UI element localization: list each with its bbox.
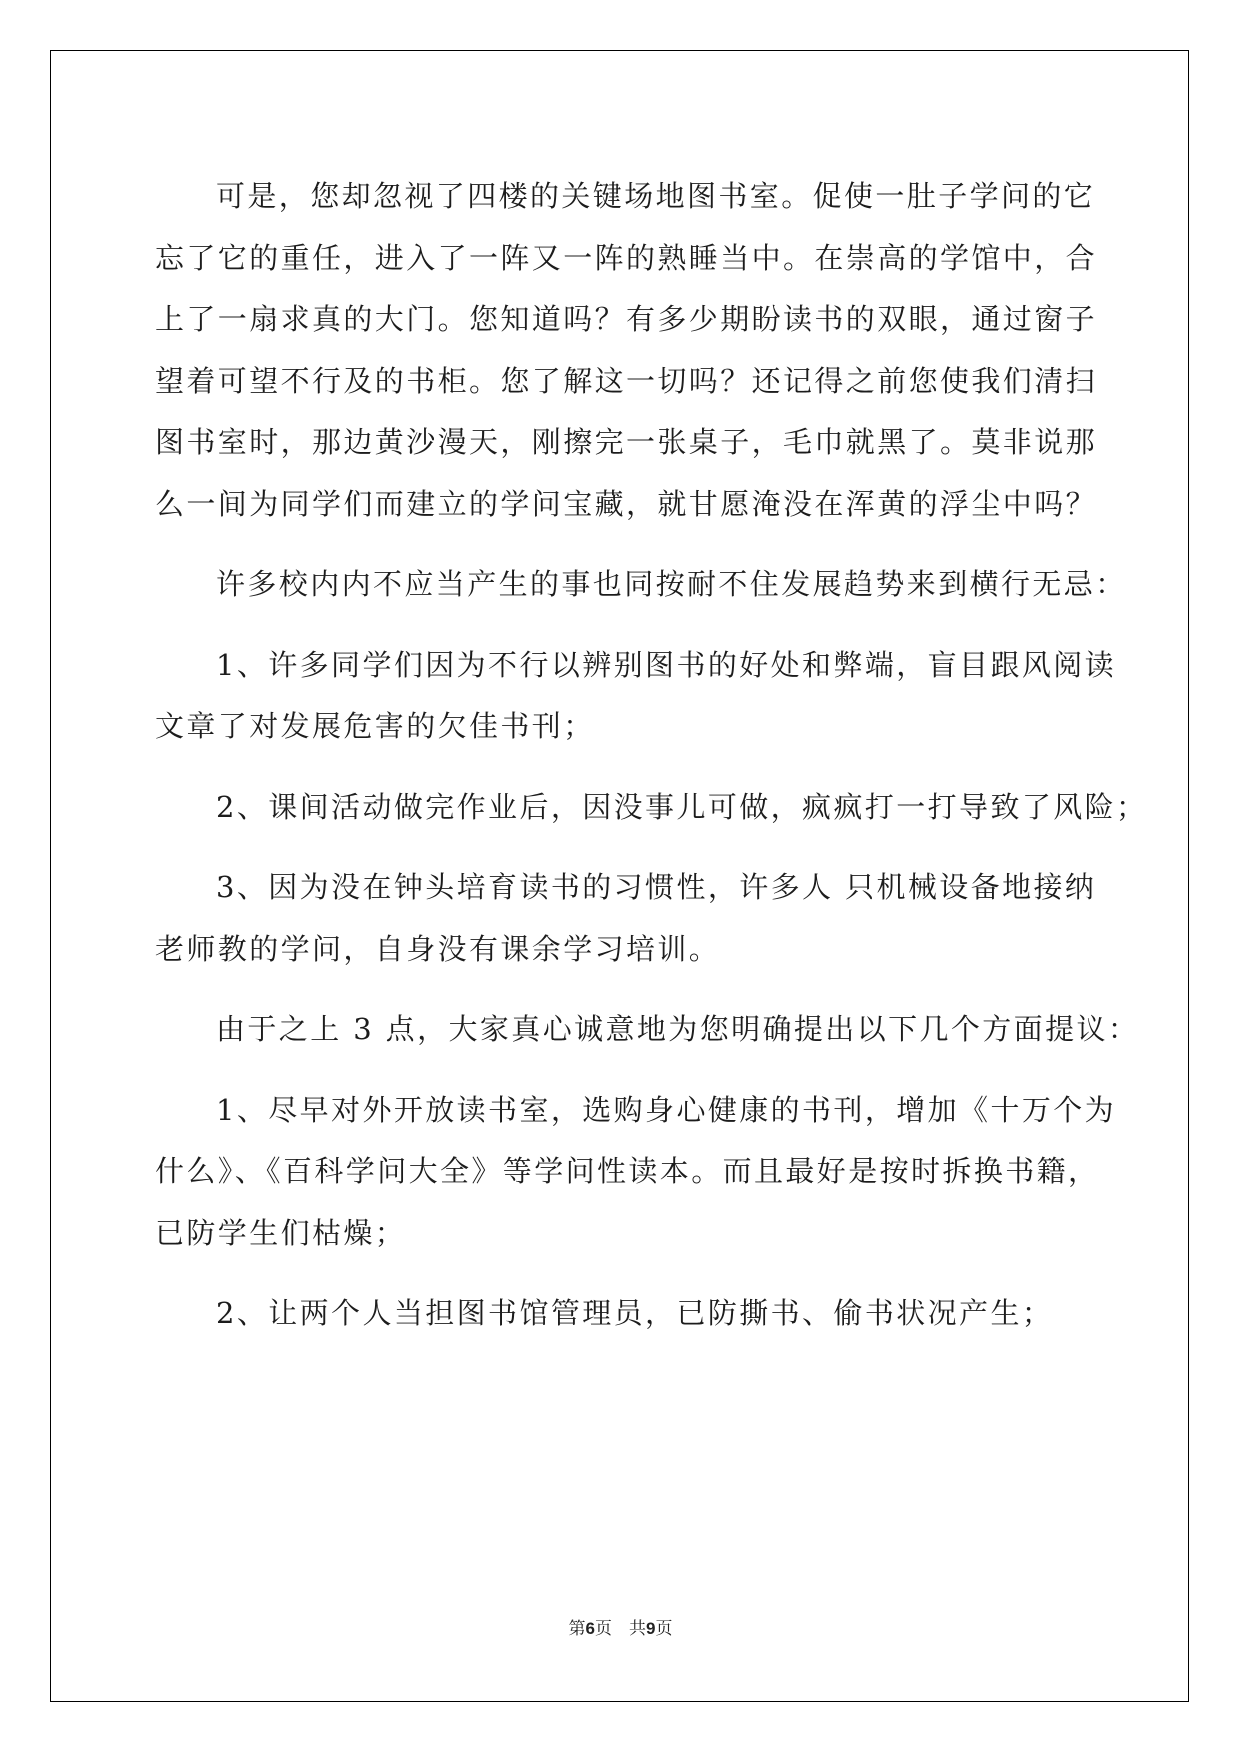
document-body: [155, 166, 1148, 1364]
text-line: 什么》、《百科学问大全》等学问性读本。而且最好是按时拆换书籍，: [155, 1154, 1100, 1188]
text-line: 忘了它的重任，进入了一阵又一阵的熟睡当中。在崇高的学馆中，合: [155, 240, 1098, 275]
paragraph-7: [155, 1080, 1117, 1265]
text-line: 3、因为没在钟头培育读书的习惯性，许多人 只机械设备地接纳: [216, 870, 1097, 904]
text-line: 上了一扇求真的大门。您知道吗？有多少期盼读书的双眼，通过窗子: [155, 302, 1098, 336]
text-line: 2、课间活动做完作业后，因没事儿可做，疯疯打一打导致了风险；: [216, 789, 1148, 824]
text-line: 2、让两个人当担图书馆管理员，已防撕书、偷书状况产生；: [216, 1296, 1054, 1330]
footer-mid: 页 共: [595, 1619, 646, 1639]
paragraph-3: [155, 635, 1117, 758]
paragraph-2: [155, 554, 1127, 616]
paragraph-1: [155, 166, 1098, 535]
paragraph-5: [155, 857, 1097, 980]
page-footer: [0, 1614, 1241, 1639]
text-line: 图书室时，那边黄沙漫天，刚擦完一张桌子，毛巾就黑了。莫非说那: [155, 425, 1098, 459]
text-line: 么一间为同学们而建立的学问宝藏，就甘愿淹没在浑黄的浮尘中吗？: [155, 486, 1098, 521]
text-line: 许多校内内不应当产生的事也同按耐不住发展趋势来到横行无忌：: [216, 567, 1127, 601]
text-line: 1、许多同学们因为不行以辨别图书的好处和弊端，盲目跟风阅读: [216, 647, 1117, 682]
paragraph-4: [155, 777, 1148, 839]
text-line: 1、尽早对外开放读书室，选购身心健康的书刊，增加《十万个为: [216, 1092, 1117, 1127]
paragraph-6: [155, 999, 1140, 1061]
text-line: 文章了对发展危害的欠佳书刊；: [155, 709, 595, 743]
footer-prefix: 第: [568, 1619, 586, 1639]
current-page-number: 6: [585, 1619, 595, 1638]
paragraph-8: [155, 1283, 1088, 1345]
text-line: 望着可望不行及的书柜。您了解这一切吗？还记得之前您使我们清扫: [155, 363, 1098, 398]
total-pages-number: 9: [646, 1619, 656, 1638]
text-line: 由于之上 3 点，大家真心诚意地为您明确提出以下几个方面提议：: [216, 1012, 1140, 1046]
text-line: 已防学生们枯燥；: [155, 1215, 407, 1250]
footer-suffix: 页: [655, 1619, 673, 1639]
text-line: 老师教的学问，自身没有课余学习培训。: [155, 931, 721, 966]
text-line: 可是，您却忽视了四楼的关键场地图书室。促使一肚子学问的它: [216, 179, 1096, 213]
